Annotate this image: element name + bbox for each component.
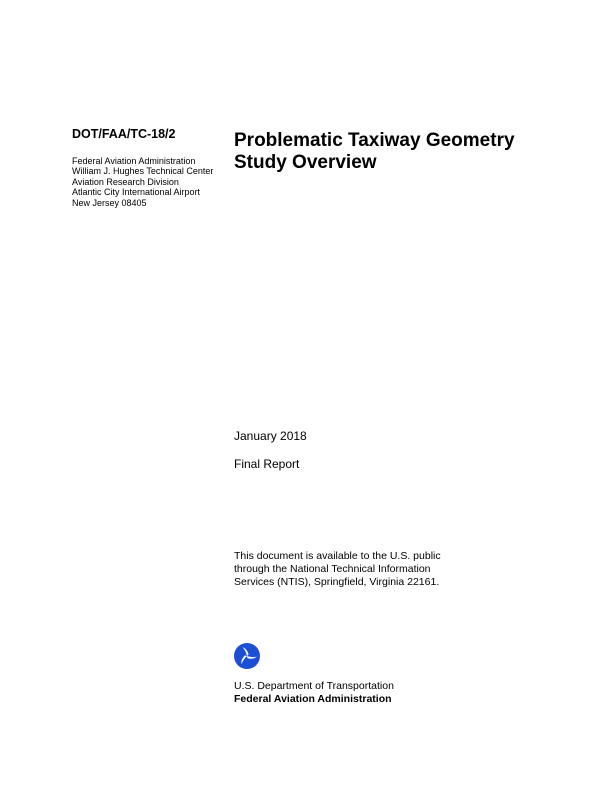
dot-triskelion-logo-icon bbox=[234, 643, 260, 669]
report-title bbox=[234, 130, 594, 174]
availability-line: through the National Technical Information bbox=[234, 562, 431, 575]
organization-line: Aviation Research Division bbox=[72, 176, 179, 187]
organization-line: Federal Aviation Administration bbox=[72, 156, 196, 166]
availability-statement bbox=[234, 550, 534, 588]
organization-line: William J. Hughes Technical Center bbox=[72, 166, 214, 177]
report-type: Final Report bbox=[234, 457, 300, 471]
organization-line: New Jersey 08405 bbox=[72, 197, 147, 208]
report-date: January 2018 bbox=[234, 429, 307, 443]
title-line: Study Overview bbox=[234, 152, 377, 173]
organization-address bbox=[72, 156, 213, 208]
agency-name: Federal Aviation Administration bbox=[234, 692, 392, 705]
availability-line: Services (NTIS), Springfield, Virginia 22161. bbox=[234, 575, 440, 588]
department-block bbox=[234, 680, 394, 705]
availability-line: This document is available to the U.S. public bbox=[234, 550, 441, 562]
organization-line: Atlantic City International Airport bbox=[72, 187, 201, 198]
report-number: DOT/FAA/TC-18/2 bbox=[72, 127, 176, 141]
title-line: Problematic Taxiway Geometry bbox=[234, 130, 515, 151]
department-name: U.S. Department of Transportation bbox=[234, 680, 394, 692]
